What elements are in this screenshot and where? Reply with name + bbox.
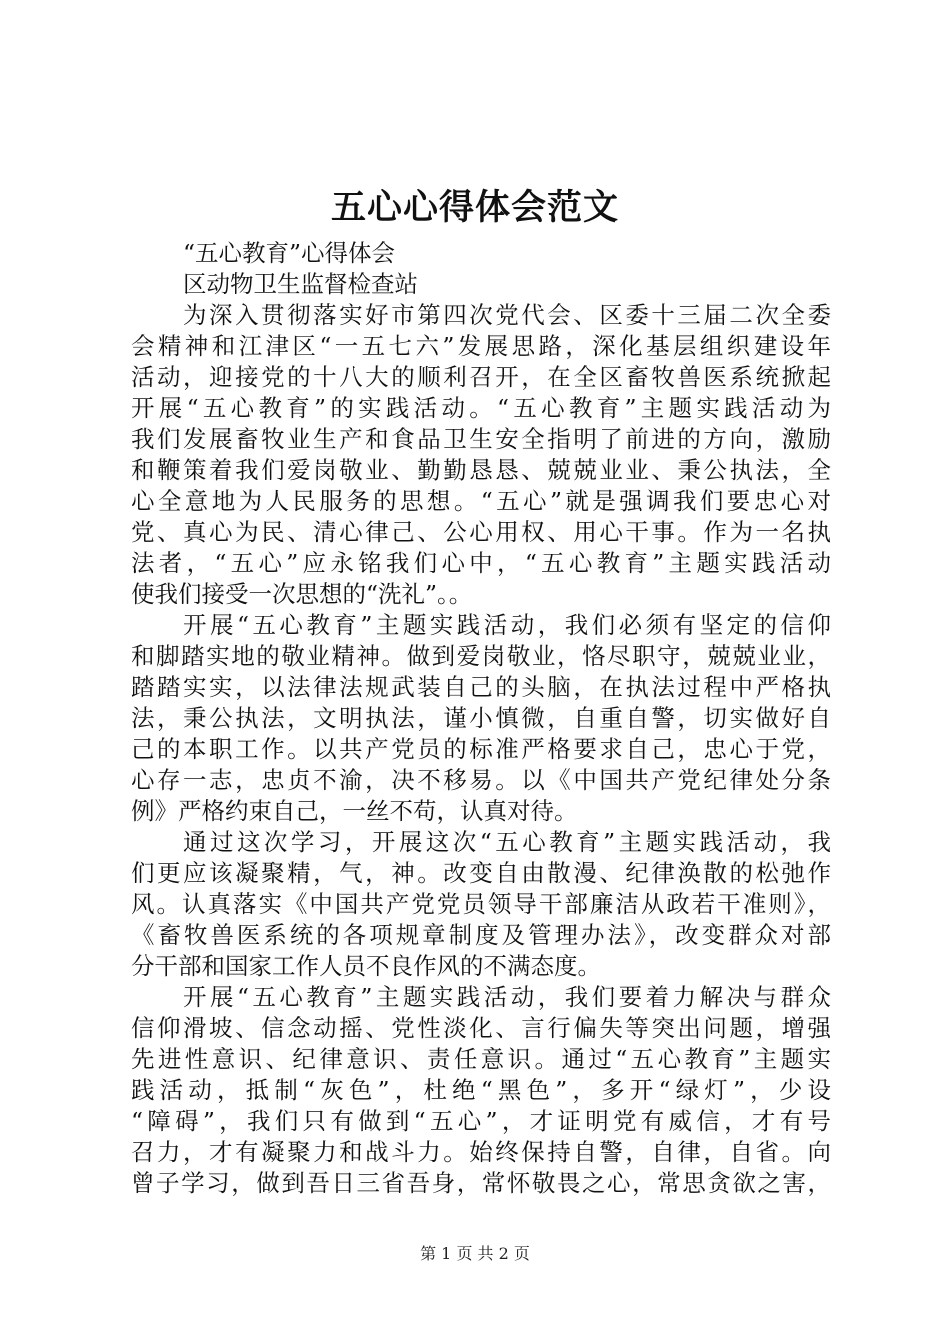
text-line: “障碍”，我们只有做到“五心”，才证明党有威信，才有号	[131, 1107, 831, 1135]
text-line: 开展“五心教育”主题实践活动，我们要着力解决与群众	[183, 983, 831, 1011]
text-line: 党、真心为民、清心律己、公心用权、用心干事。作为一名执	[131, 518, 831, 546]
page-footer: 第 1 页 共 2 页	[420, 1244, 530, 1263]
text-line: 风。认真落实《中国共产党党员领导干部廉洁从政若干准则》，	[131, 890, 831, 918]
text-line: 信仰滑坡、信念动摇、党性淡化、言行偏失等突出问题，增强	[131, 1014, 831, 1042]
text-line: 区动物卫生监督检查站	[183, 270, 418, 298]
text-line: 们更应该凝聚精，气，神。改变自由散漫、纪律涣散的松弛作	[131, 859, 831, 887]
text-line: 《畜牧兽医系统的各项规章制度及管理办法》，改变群众对部	[131, 921, 831, 949]
text-line: 开展“五心教育”主题实践活动，我们必须有坚定的信仰	[183, 611, 831, 639]
text-line: 开展“五心教育”的实践活动。“五心教育”主题实践活动为	[131, 394, 831, 422]
document-title: 五心心得体会范文	[330, 187, 619, 228]
text-line: 使我们接受一次思想的“洗礼”。。	[131, 580, 473, 608]
text-line: 活动，迎接党的十八大的顺利召开，在全区畜牧兽医系统掀起	[131, 363, 831, 391]
text-line: 和鞭策着我们爱岗敬业、勤勤恳恳、兢兢业业、秉公执法，全	[131, 456, 831, 484]
text-line: 心全意地为人民服务的思想。“五心”就是强调我们要忠心对	[131, 487, 831, 515]
text-line: 法，秉公执法，文明执法，谨小慎微，自重自警，切实做好自	[131, 704, 831, 732]
text-line: 会精神和江津区“一五七六”发展思路，深化基层组织建设年	[131, 332, 831, 360]
text-line: 践活动，抵制“灰色”，杜绝“黑色”，多开“绿灯”，少设	[131, 1076, 831, 1104]
text-line: 曾子学习，做到吾日三省吾身，常怀敬畏之心，常思贪欲之害，	[131, 1169, 831, 1197]
text-line: 为深入贯彻落实好市第四次党代会、区委十三届二次全委	[183, 301, 831, 329]
text-line: 和脚踏实地的敬业精神。做到爱岗敬业，恪尽职守，兢兢业业，	[131, 642, 831, 670]
text-line: 我们发展畜牧业生产和食品卫生安全指明了前进的方向，激励	[131, 425, 831, 453]
text-line: 例》严格约束自己，一丝不苟，认真对待。	[131, 797, 578, 825]
text-line: 分干部和国家工作人员不良作风的不满态度。	[131, 952, 601, 980]
text-line: 先进性意识、纪律意识、责任意识。通过“五心教育”主题实	[131, 1045, 831, 1073]
text-line: 己的本职工作。以共产党员的标准严格要求自己，忠心于党，	[131, 735, 831, 763]
text-line: 踏踏实实，以法律法规武装自己的头脑，在执法过程中严格执	[131, 673, 831, 701]
text-line: 召力，才有凝聚力和战斗力。始终保持自警，自律，自省。向	[131, 1138, 831, 1166]
text-line: 法者，“五心”应永铭我们心中，“五心教育”主题实践活动	[131, 549, 831, 577]
document-body	[131, 238, 831, 1199]
text-line: 通过这次学习，开展这次“五心教育”主题实践活动，我	[183, 828, 831, 856]
text-line: “五心教育”心得体会	[183, 239, 396, 267]
text-line: 心存一志，忠贞不渝，决不移易。以《中国共产党纪律处分条	[131, 766, 831, 794]
